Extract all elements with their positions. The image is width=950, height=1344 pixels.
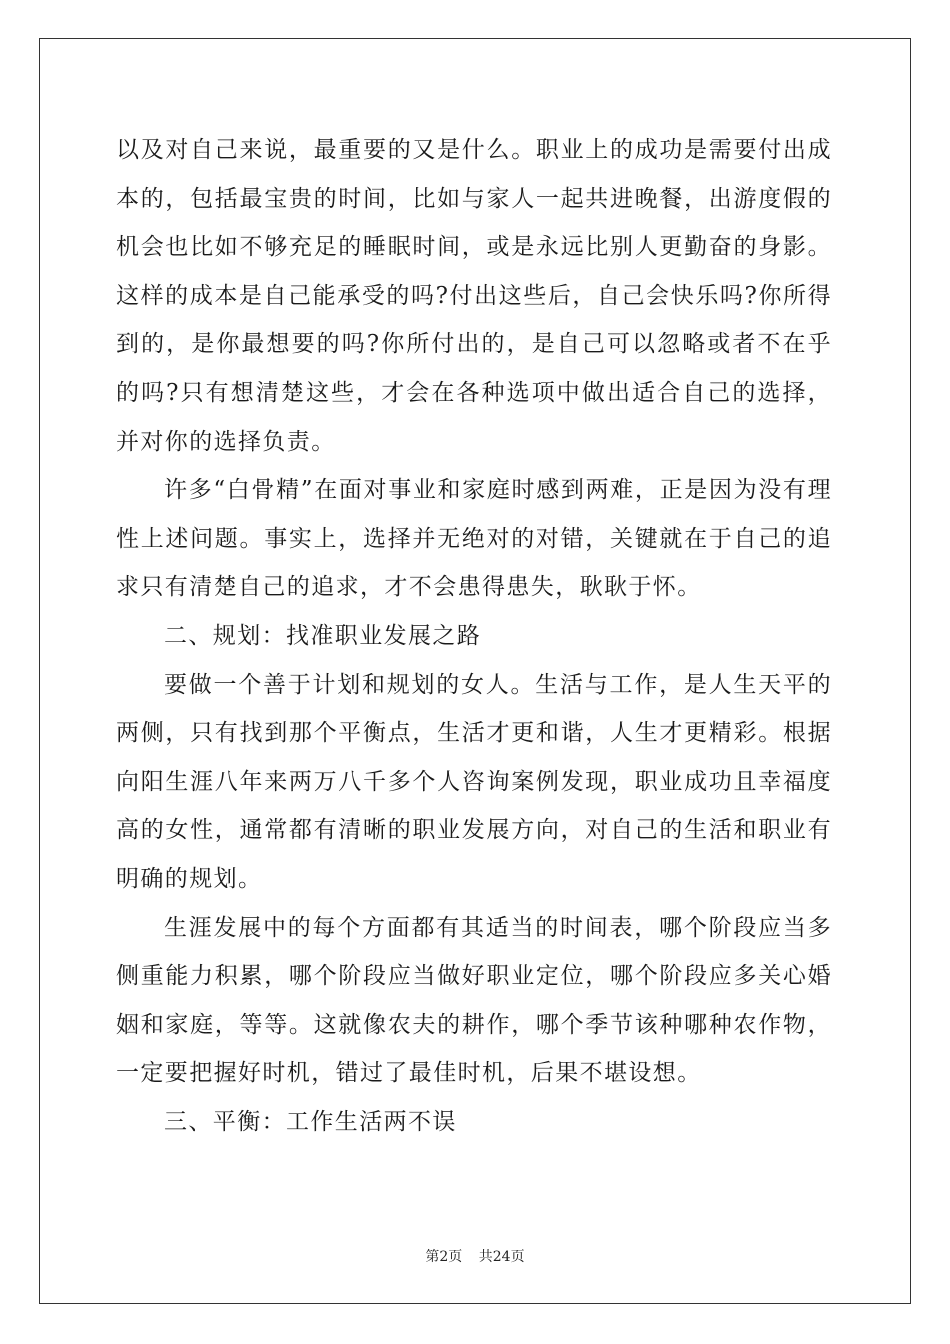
section-heading-planning: 二、规划：找准职业发展之路 [164, 622, 482, 649]
document-body [116, 126, 832, 1146]
paragraph: 许多“白骨精”在面对事业和家庭时感到两难，正是因为没有理性上述问题。事实上，选择并无绝对的对错，关键就在于自己的追求只有清楚自己的追求，才不会患得患失，耿耿于怀。 [116, 477, 832, 601]
section-heading-balance: 三、平衡：工作生活两不误 [164, 1108, 457, 1135]
page-number: 第2页 [425, 1249, 463, 1265]
paragraph: 要做一个善于计划和规划的女人。生活与工作，是人生天平的两侧，只有找到那个平衡点，生活才更和谐，人生才更精彩。根据向阳生涯八年来两万八千多个人咨询案例发现，职业成功且幸福度高的女性，通常都有清晰的职业发展方向，对自己的生活和职业有明确的规划。 [116, 671, 832, 892]
paragraph-continued: 以及对自己来说，最重要的又是什么。职业上的成功是需要付出成本的，包括最宝贵的时间，比如与家人一起共进晚餐，出游度假的机会也比如不够充足的睡眠时间，或是永远比别人更勤奋的身影。这样的成本是自己能承受的吗?付出这些后，自己会快乐吗?你所得到的，是你最想要的吗?你所付出的，是自己可以忽略或者不在乎的吗?只有想清楚这些，才会在各种选项中做出适合自己的选择，并对你的选择负责。 [116, 137, 832, 455]
page-total: 共24页 [478, 1249, 525, 1265]
paragraph: 生涯发展中的每个方面都有其适当的时间表，哪个阶段应当多侧重能力积累，哪个阶段应当做好职业定位，哪个阶段应多关心婚姻和家庭，等等。这就像农夫的耕作，哪个季节该种哪种农作物，一定要把握好时机，错过了最佳时机，后果不堪设想。 [116, 914, 832, 1087]
page-footer [0, 1246, 950, 1266]
